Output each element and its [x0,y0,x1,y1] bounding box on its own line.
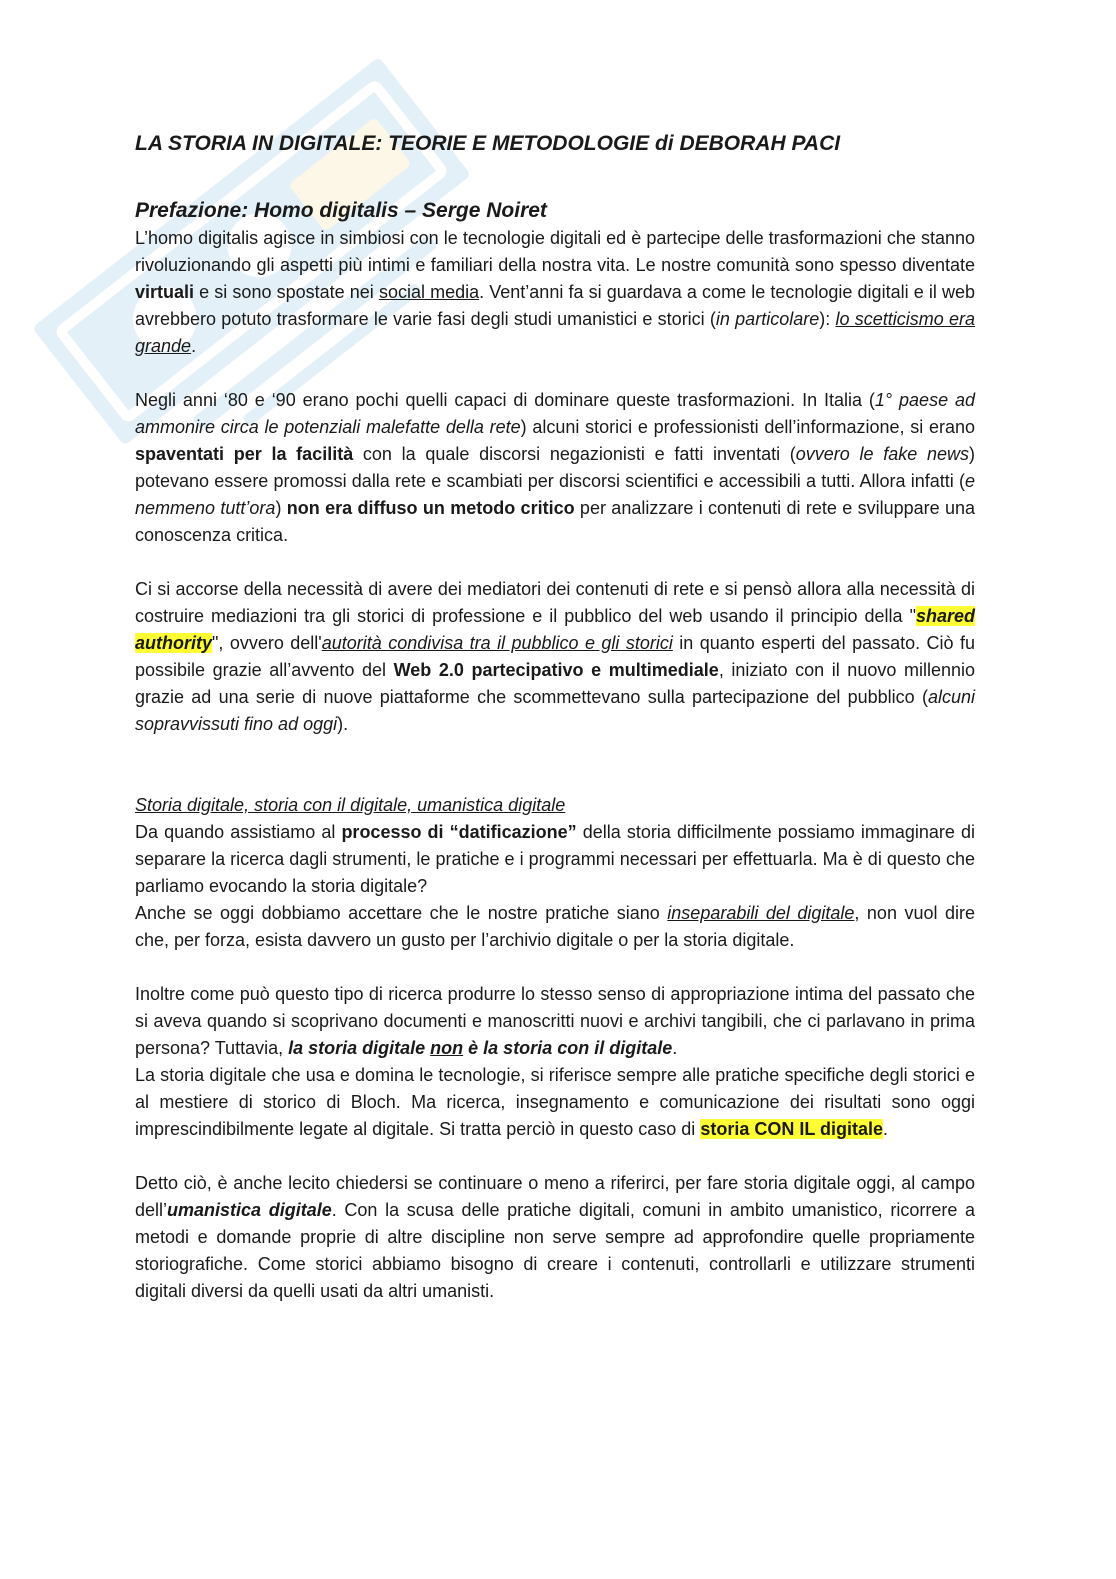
text-run: Anche se oggi dobbiamo accettare che le nostre pratiche siano [135,902,668,923]
paragraph-2 [135,387,975,549]
document-title: LA STORIA IN DIGITALE: TEORIE E METODOLOGIE di DEBORAH PACI [135,132,841,155]
text-run: . [191,335,197,356]
text-run: , non vuol dire che, per forza, esista davvero un gusto per l’archivio digitale o per la storia digitale. [135,902,975,950]
text-run: social media [378,281,480,302]
text-run: con la quale discorsi negazionisti e fatti inventati ( [353,443,796,464]
text-run: la storia digitale [288,1037,431,1058]
text-run: Negli anni ‘80 e ‘90 erano pochi quelli capaci di dominare queste trasformazioni. In Italia ( [135,389,875,410]
text-run: autorità condivisa tra il pubblico e gli storici [321,632,673,653]
text-run: ): [819,308,836,329]
text-run: virtuali [135,281,195,302]
text-run: della storia difficilmente possiamo immaginare di separare la ricerca dagli strumenti, le pratiche e i programmi necessari per effettuarla. Ma è di questo che parliamo evocando la storia digitale? [135,821,975,896]
paragraph-6 [135,981,975,1062]
text-run: ). [337,713,349,734]
text-run: . [883,1118,889,1139]
text-run: e nemmeno tutt’ora [135,470,975,518]
text-run: La storia digitale che usa e domina le tecnologie, si riferisce sempre alle pratiche specifiche degli storici e al mestiere di storico di Bloch. Ma ricerca, insegnamento e comunicazione dei risultati sono oggi imprescindibilmente legate al digitale. Si tratta perciò in questo caso di [135,1064,975,1139]
text-run: ) [275,497,287,518]
document-page [135,130,975,1305]
paragraph-5 [135,900,975,954]
text-run: ) alcuni storici e professionisti dell’informazione, si erano [520,416,975,437]
text-run: Da quando assistiamo al [135,821,342,842]
text-run: Inoltre come può questo tipo di ricerca produrre lo stesso senso di appropriazione intima del passato che si aveva quando si scoprivano documenti e manoscritti nuovi e archivi tangibili, che ci parlavano in prima persona? Tuttavia, [135,983,975,1058]
text-run: è la storia con il digitale [463,1037,673,1058]
text-run: 1° paese ad ammonire circa le potenziali malefatte della rete [135,389,975,437]
paragraph-4 [135,819,975,900]
text-run: per analizzare i contenuti di rete e sviluppare una conoscenza critica. [135,497,975,545]
text-run: e si sono spostate nei [194,281,379,302]
text-run: lo scetticismo era grande [135,308,975,356]
text-run: spaventati per la facilità [135,443,354,464]
text-run: in quanto esperti del passato. Ciò fu possibile grazie all’avvento del [135,632,975,680]
paragraph-1 [135,225,975,360]
text-run: alcuni sopravvissuti fino ad oggi [135,686,975,734]
text-run: ovvero le fake news [795,443,969,464]
subheading: Storia digitale, storia con il digitale, umanistica digitale [135,794,566,815]
text-run: umanistica digitale [167,1199,332,1220]
text-run: Ci si accorse della necessità di avere dei mediatori dei contenuti di rete e si pensò allora alla necessità di costruire mediazioni tra gli storici di professione e il pubblico del web usando il principio della " [135,578,975,626]
text-run: ) potevano essere promossi dalla rete e scambiati per discorsi scientifici e accessibili a tutti. Allora infatti ( [135,443,975,491]
text-run: Web 2.0 partecipativo e multimediale [393,659,719,680]
text-run: , iniziato con il nuovo millennio grazie ad una serie di nuove piattaforme che scommettevano sulla partecipazione del pubblico ( [135,659,975,707]
text-run: non era diffuso un metodo critico [286,497,575,518]
text-run: L’homo digitalis agisce in simbiosi con le tecnologie digitali ed è partecipe delle trasformazioni che stanno rivoluzionando gli aspetti più intimi e familiari della nostra vita. Le nostre comunità sono spesso diventate [135,227,975,275]
text-run: . [672,1037,678,1058]
text-run: in particolare [715,308,820,329]
text-run: . Vent’anni fa si guardava a come le tecnologie digitali e il web avrebbero potuto trasformare le varie fasi degli studi umanistici e storici ( [135,281,975,329]
text-run: shared authority [135,605,975,653]
text-run: . Con la scusa delle pratiche digitali, comuni in ambito umanistico, ricorrere a metodi e domande proprie di altre discipline non serve sempre ad approfondire quelle propriamente storiografiche. Come storici abbiamo bisogno di creare i contenuti, controllarli e utilizzare strumenti digitali diversi da quelli usati da altri umanisti. [135,1199,976,1301]
text-run: inseparabili del digitale [667,902,855,923]
paragraph-3 [135,576,975,738]
text-run: processo di “datificazione” [341,821,577,842]
text-run: Detto ciò, è anche lecito chiedersi se continuare o meno a riferirci, per fare storia digitale oggi, al campo dell’ [135,1172,975,1220]
text-run: ", ovvero dell' [212,632,322,653]
preface-heading: Prefazione: Homo digitalis – Serge Noiret [135,199,547,223]
text-run: storia CON IL digitale [700,1118,884,1139]
paragraph-8 [135,1170,975,1305]
text-run: non [430,1037,464,1058]
paragraph-7 [135,1062,975,1143]
